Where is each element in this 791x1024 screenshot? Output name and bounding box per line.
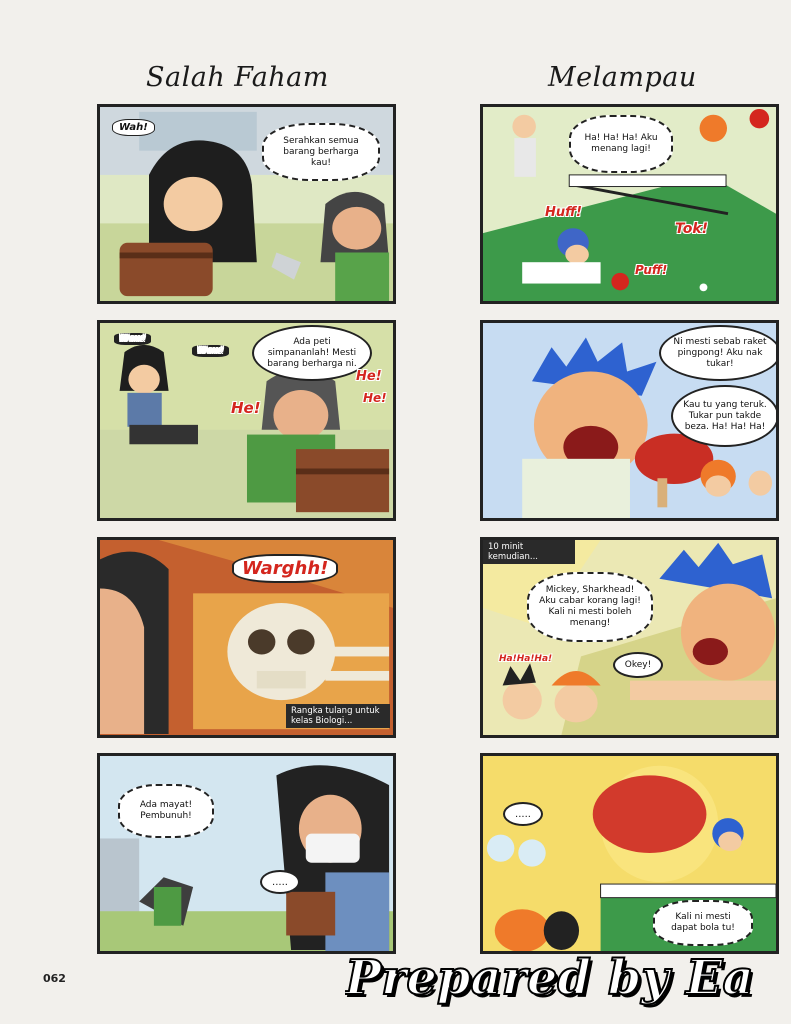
thought-bubble: ..... [503, 802, 543, 826]
right-panel-3 [480, 537, 779, 738]
caption-box: 10 minit kemudian... [483, 540, 575, 564]
sfx-he-2: He! [356, 369, 382, 384]
speech-bubble: Ada peti simpananlah! Mesti barang berharga ni. [252, 325, 372, 381]
right-panel-1 [480, 104, 779, 304]
speech-bubble: Serahkan semua barang berharga kau! [262, 123, 380, 181]
sfx-haha: Ha!Ha!Ha! [499, 654, 553, 664]
speech-bubble-2: Kau tu yang teruk. Tukar pun takde beza. Ha! Ha! Ha! [671, 385, 779, 447]
watermark: Prepared by Ea [345, 950, 754, 1006]
sfx-tok: Tok! [675, 221, 709, 237]
right-column-title: Melampau [548, 62, 697, 93]
speech-bubble-1: Ni mesti sebab raket pingpong! Aku nak tukar! [659, 325, 779, 381]
left-column-title: Salah Faham [146, 62, 329, 93]
left-panel-4 [97, 753, 396, 954]
speech-bubble: Ha! Ha! Ha! Aku menang lagi! [569, 115, 673, 173]
sfx-wah: Wah! [112, 119, 155, 136]
sfx-wuu-2: Wuu! [192, 345, 229, 357]
left-panel-1 [97, 104, 396, 304]
sfx-wuu-1: Wuu! [114, 333, 151, 345]
speech-bubble: Ada mayat! Pembunuh! [118, 784, 214, 838]
sfx-he-3: He! [363, 391, 387, 405]
left-panel-3 [97, 537, 396, 738]
speech-bubble-2: Okey! [613, 652, 663, 678]
right-panel-4 [480, 753, 779, 954]
speech-bubble-1: Mickey, Sharkhead! Aku cabar korang lagi! Kali ni mesti boleh menang! [527, 572, 653, 642]
left-panel-2 [97, 320, 396, 521]
sfx-waargh: Warghh! [232, 554, 338, 583]
thought-bubble: ..... [260, 870, 300, 894]
caption-box: Rangka tulang untuk kelas Biologi... [286, 704, 390, 728]
page-number: 062 [43, 972, 66, 985]
sfx-puff: Puff! [635, 263, 668, 277]
right-panel-2 [480, 320, 779, 521]
sfx-he-1: He! [231, 399, 261, 417]
speech-bubble: Kali ni mesti dapat bola tu! [653, 900, 753, 946]
sfx-huff: Huff! [545, 205, 582, 220]
